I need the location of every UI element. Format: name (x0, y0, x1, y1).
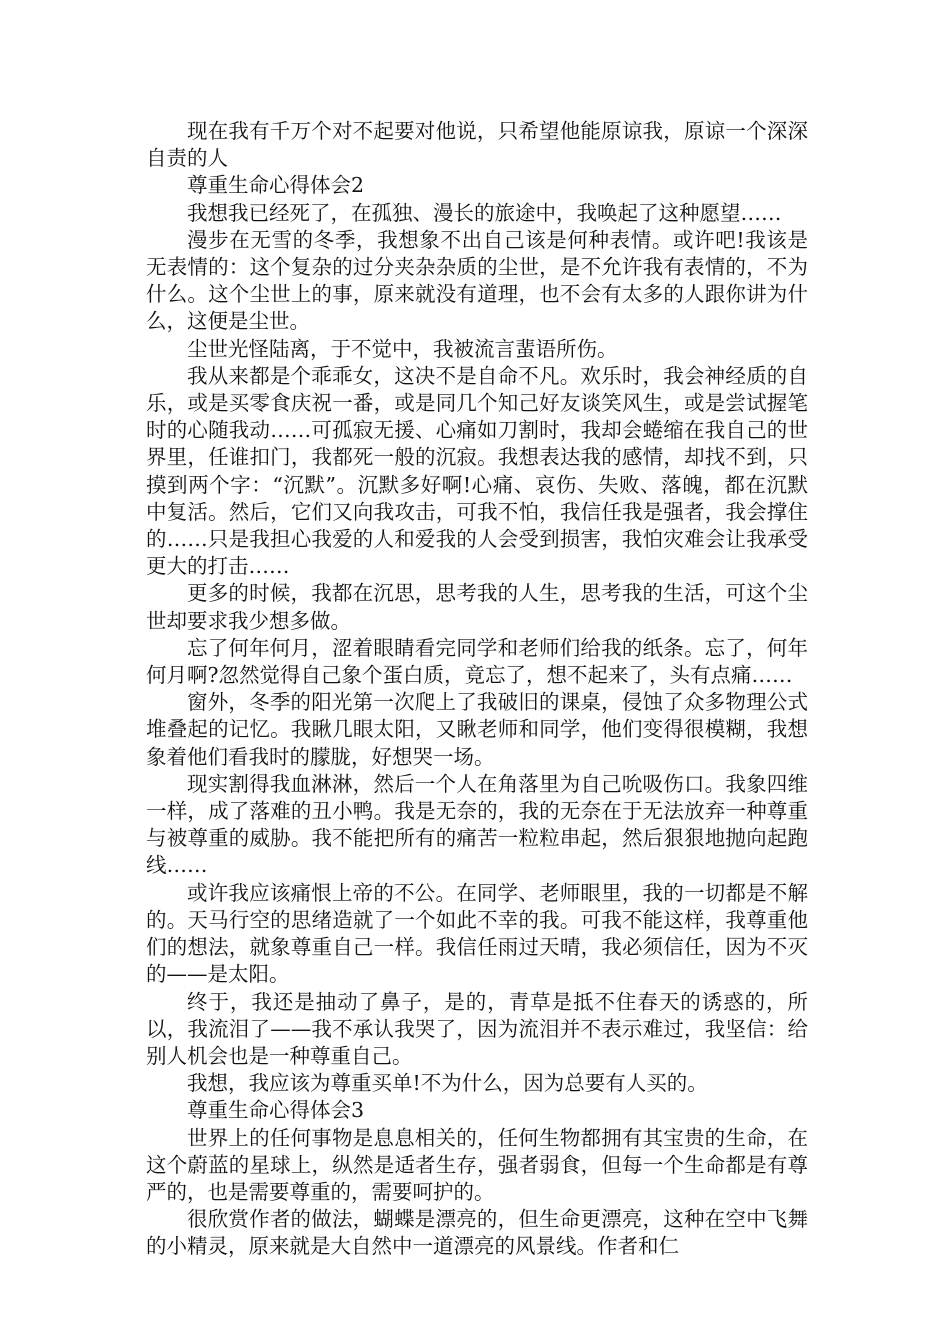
paragraph: 更多的时候，我都在沉思，思考我的人生，思考我的生活，可这个尘世却要求我少想多做。 (146, 581, 808, 633)
document-page (146, 118, 808, 1261)
paragraph: 尘世光怪陆离，于不觉中，我被流言蜚语所伤。 (187, 336, 618, 361)
paragraph: 很欣赏作者的做法，蝴蝶是漂亮的，但生命更漂亮，这种在空中飞舞的小精灵，原来就是大自然中一道漂亮的风景线。作者和仁 (146, 1207, 808, 1259)
paragraph: 或许我应该痛恨上帝的不公。在同学、老师眼里，我的一切都是不解的。天马行空的思绪造就了一个如此不幸的我。可我不能这样，我尊重他们的想法，就象尊重自己一样。我信任雨过天晴，我必须信任，因为不灭的——是太阳。 (146, 880, 808, 987)
paragraph: 窗外，冬季的阳光第一次爬上了我破旧的课桌，侵蚀了众多物理公式堆叠起的记忆。我瞅几眼太阳，又瞅老师和同学，他们变得很模糊，我想象着他们看我时的朦胧，好想哭一场。 (146, 690, 808, 769)
paragraph: 现实割得我血淋淋，然后一个人在角落里为自己吮吸伤口。我象四维一样，成了落难的丑小鸭。我是无奈的，我的无奈在于无法放弃一种尊重与被尊重的威胁。我不能把所有的痛苦一粒粒串起，然后狠狠地抛向起跑线…… (146, 771, 808, 878)
section-heading: 尊重生命心得体会3 (187, 1098, 365, 1123)
paragraph: 我从来都是个乖乖女，这决不是自命不凡。欢乐时，我会神经质的自乐，或是买零食庆祝一番，或是同几个知己好友谈笑风生，或是尝试握笔时的心随我动……可孤寂无援、心痛如刀割时，我却会蜷缩在我自己的世界里，任谁扣门，我都死一般的沉寂。我想表达我的感情，却找不到，只摸到两个字：“沉默”。沉默多好啊!心痛、哀伤、失败、落魄，都在沉默中复活。然后，它们又向我攻击，可我不怕，我信任我是强者，我会撑住的……只是我担心我爱的人和爱我的人会受到损害，我怕灾难会让我承受更大的打击…… (146, 363, 808, 579)
paragraph: 我想我已经死了，在孤独、漫长的旅途中，我唤起了这种愿望…… (187, 200, 782, 225)
paragraph: 终于，我还是抽动了鼻子，是的，青草是抵不住春天的诱惑的，所以，我流泪了——我不承认我哭了，因为流泪并不表示难过，我坚信：给别人机会也是一种尊重自己。 (146, 989, 808, 1068)
paragraph: 漫步在无雪的冬季，我想象不出自己该是何种表情。或许吧!我该是无表情的：这个复杂的过分夹杂杂质的尘世，是不允许我有表情的，不为什么。这个尘世上的事，原来就没有道理，也不会有太多的人跟你讲为什么，这便是尘世。 (146, 227, 808, 334)
section-heading: 尊重生命心得体会2 (187, 173, 365, 198)
paragraph: 我想，我应该为尊重买单!不为什么，因为总要有人买的。 (187, 1071, 708, 1096)
paragraph: 现在我有千万个对不起要对他说，只希望他能原谅我，原谅一个深深自责的人 (146, 119, 808, 171)
paragraph: 忘了何年何月，涩着眼睛看完同学和老师们给我的纸条。忘了，何年何月啊?忽然觉得自己象个蛋白质，竟忘了，想不起来了，头有点痛…… (146, 635, 808, 688)
paragraph: 世界上的任何事物是息息相关的，任何生物都拥有其宝贵的生命，在这个蔚蓝的星球上，纵然是适者生存，强者弱食，但每一个生命都是有尊严的，也是需要尊重的，需要呵护的。 (146, 1125, 808, 1204)
